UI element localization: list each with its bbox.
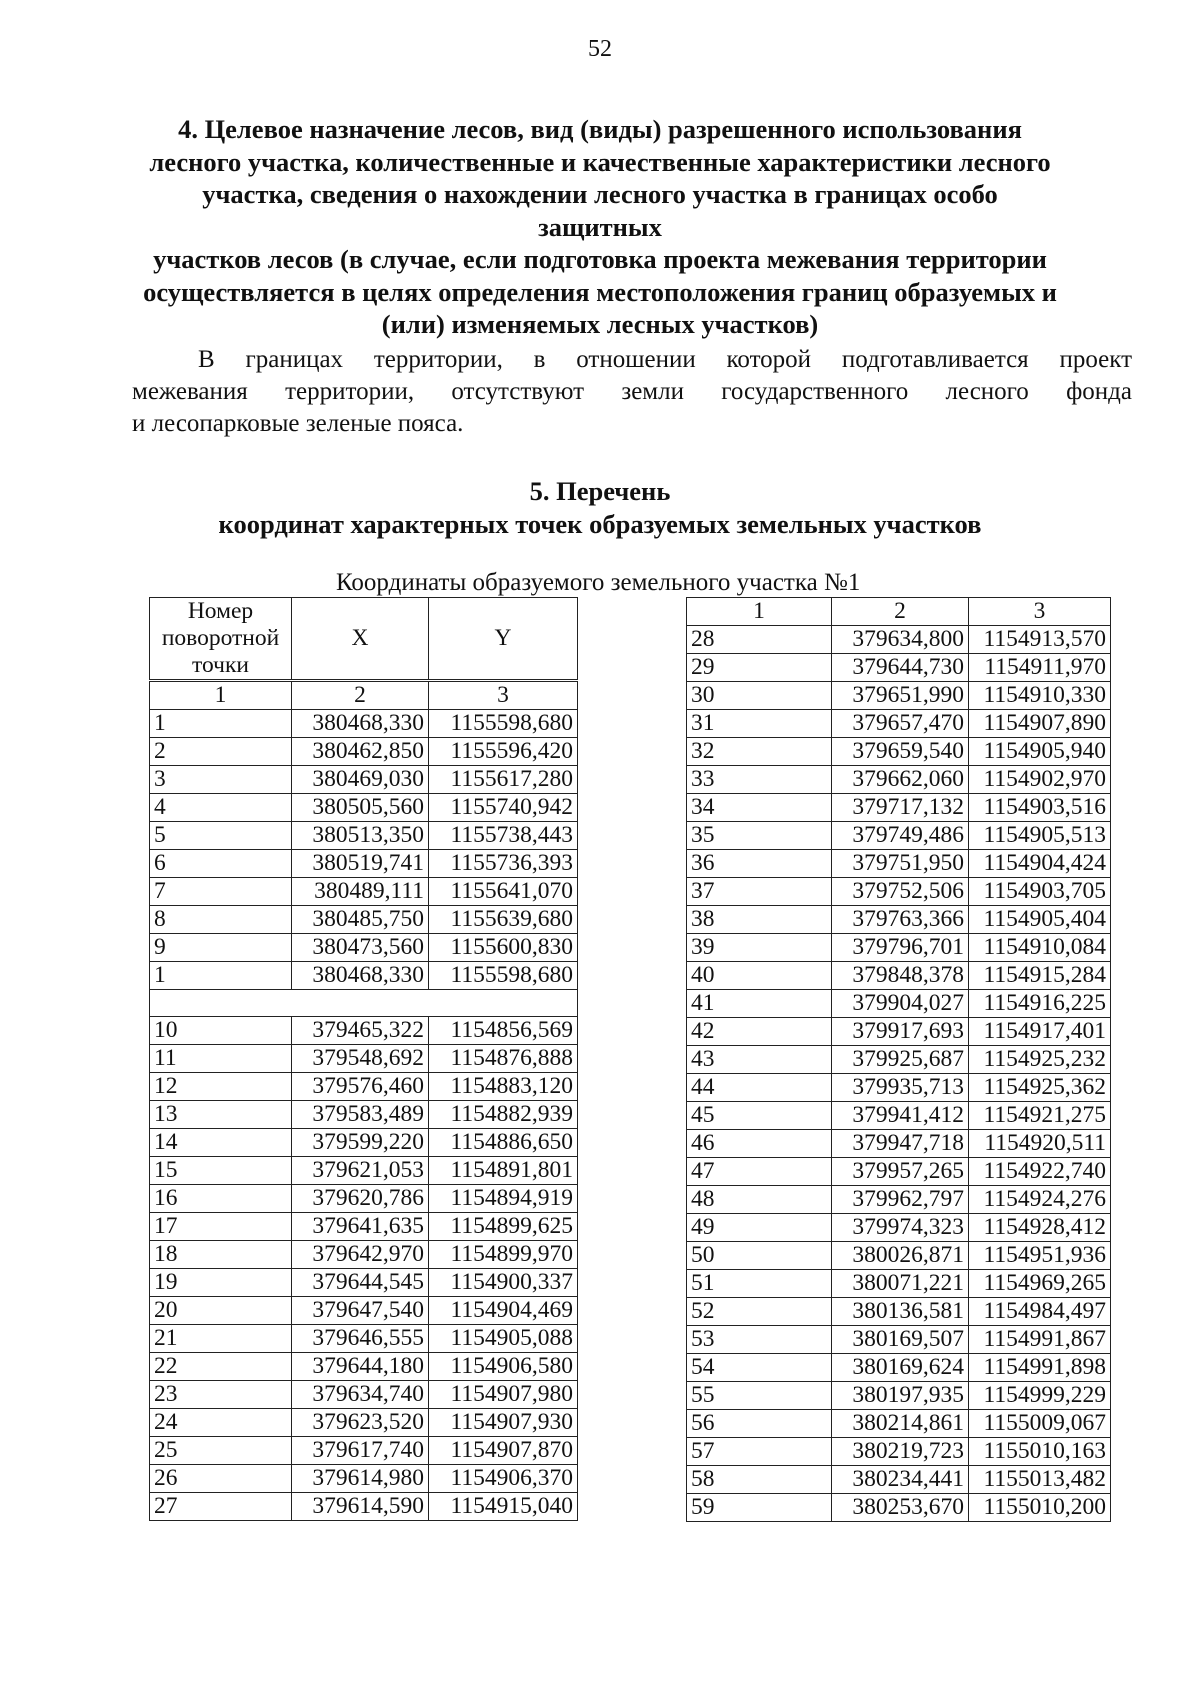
paragraph-line: межевания территории, отсутствуют земли государственного лесного фонда	[132, 378, 1132, 405]
y-coordinate-cell: 1154899,625	[429, 1213, 578, 1241]
section-4-title	[140, 113, 1060, 341]
point-number-cell: 39	[687, 934, 832, 962]
point-number-cell: 45	[687, 1102, 832, 1130]
table-row	[150, 1045, 578, 1073]
y-coordinate-cell: 1154922,740	[969, 1158, 1111, 1186]
point-number-cell: 20	[150, 1297, 292, 1325]
coordinates-table-left	[149, 597, 578, 1521]
x-coordinate-cell: 379717,132	[832, 794, 969, 822]
table-row	[150, 738, 578, 766]
table-row	[687, 794, 1111, 822]
point-number-cell: 9	[150, 934, 292, 962]
x-coordinate-cell: 380253,670	[832, 1494, 969, 1522]
table-row	[687, 1438, 1111, 1466]
y-coordinate-cell: 1155740,942	[429, 794, 578, 822]
x-coordinate-cell: 379763,366	[832, 906, 969, 934]
x-coordinate-cell: 379634,800	[832, 626, 969, 654]
x-coordinate-cell: 379617,740	[292, 1437, 429, 1465]
y-coordinate-cell: 1155009,067	[969, 1410, 1111, 1438]
table-row	[687, 682, 1111, 710]
table-row	[687, 990, 1111, 1018]
table-row	[687, 654, 1111, 682]
table-row	[150, 1101, 578, 1129]
column-number-row	[687, 598, 1111, 626]
section-5-title	[140, 475, 1060, 540]
x-coordinate-cell: 380169,507	[832, 1326, 969, 1354]
table-row	[687, 738, 1111, 766]
x-coordinate-cell: 380468,330	[292, 962, 429, 990]
point-number-cell: 14	[150, 1129, 292, 1157]
x-coordinate-cell: 380485,750	[292, 906, 429, 934]
y-coordinate-cell: 1154969,265	[969, 1270, 1111, 1298]
x-coordinate-cell: 380169,624	[832, 1354, 969, 1382]
x-coordinate-cell: 380489,111	[292, 878, 429, 906]
x-coordinate-cell: 379751,950	[832, 850, 969, 878]
y-coordinate-cell: 1155641,070	[429, 878, 578, 906]
table-row	[687, 1298, 1111, 1326]
section-4-title-line: участков лесов (в случае, если подготовка проекта межевания территории	[153, 244, 1047, 274]
y-coordinate-cell: 1155010,200	[969, 1494, 1111, 1522]
y-coordinate-cell: 1154920,511	[969, 1130, 1111, 1158]
y-coordinate-cell: 1154876,888	[429, 1045, 578, 1073]
x-coordinate-cell: 379614,590	[292, 1493, 429, 1521]
point-number-cell: 5	[150, 822, 292, 850]
point-number-cell: 46	[687, 1130, 832, 1158]
x-coordinate-cell: 379947,718	[832, 1130, 969, 1158]
x-coordinate-cell: 379935,713	[832, 1074, 969, 1102]
y-coordinate-cell: 1154905,088	[429, 1325, 578, 1353]
point-number-cell: 19	[150, 1269, 292, 1297]
table-row	[687, 1102, 1111, 1130]
y-coordinate-cell: 1154910,084	[969, 934, 1111, 962]
paragraph-line: и лесопарковые зеленые пояса.	[132, 410, 464, 437]
point-number-cell: 43	[687, 1046, 832, 1074]
table-row	[687, 934, 1111, 962]
point-number-cell: 54	[687, 1354, 832, 1382]
column-number: 1	[150, 681, 292, 710]
x-coordinate-cell: 380513,350	[292, 822, 429, 850]
table-row	[687, 962, 1111, 990]
point-number-cell: 34	[687, 794, 832, 822]
point-number-cell: 6	[150, 850, 292, 878]
x-coordinate-cell: 379962,797	[832, 1186, 969, 1214]
point-number-cell: 31	[687, 710, 832, 738]
table-row	[150, 1213, 578, 1241]
point-number-cell: 50	[687, 1242, 832, 1270]
y-coordinate-cell: 1155639,680	[429, 906, 578, 934]
table-row	[687, 906, 1111, 934]
point-number-cell: 32	[687, 738, 832, 766]
x-coordinate-cell: 379642,970	[292, 1241, 429, 1269]
table-row	[150, 1437, 578, 1465]
y-coordinate-cell: 1154984,497	[969, 1298, 1111, 1326]
y-coordinate-cell: 1155598,680	[429, 710, 578, 738]
point-number-cell: 7	[150, 878, 292, 906]
table-row	[150, 990, 578, 1017]
y-coordinate-cell: 1154913,570	[969, 626, 1111, 654]
y-coordinate-cell: 1154991,867	[969, 1326, 1111, 1354]
y-coordinate-cell: 1155600,830	[429, 934, 578, 962]
section-4-title-line: осуществляется в целях определения местоположения границ образуемых и	[143, 276, 1057, 307]
point-number-cell: 33	[687, 766, 832, 794]
point-number-cell: 55	[687, 1382, 832, 1410]
point-number-cell: 29	[687, 654, 832, 682]
y-coordinate-cell: 1154907,870	[429, 1437, 578, 1465]
x-coordinate-cell: 380219,723	[832, 1438, 969, 1466]
table-row	[150, 850, 578, 878]
section-4-title-line: (или) изменяемых лесных участков)	[381, 309, 819, 339]
x-coordinate-cell: 379651,990	[832, 682, 969, 710]
table-row	[150, 906, 578, 934]
header-point-line: точки	[192, 652, 249, 678]
point-number-cell: 16	[150, 1185, 292, 1213]
x-coordinate-cell: 379796,701	[832, 934, 969, 962]
table-row	[150, 934, 578, 962]
x-coordinate-cell: 379644,180	[292, 1353, 429, 1381]
section-5-title-line: координат характерных точек образуемых земельных участков	[218, 508, 982, 539]
table-row	[150, 1241, 578, 1269]
x-coordinate-cell: 379917,693	[832, 1018, 969, 1046]
x-coordinate-cell: 379659,540	[832, 738, 969, 766]
table-row	[150, 766, 578, 794]
y-coordinate-cell: 1155738,443	[429, 822, 578, 850]
point-number-cell: 11	[150, 1045, 292, 1073]
x-coordinate-cell: 380468,330	[292, 710, 429, 738]
x-coordinate-cell: 379749,486	[832, 822, 969, 850]
section-5-title-line: 5. Перечень	[529, 476, 671, 506]
forest-land-paragraph	[132, 344, 1132, 440]
table-row	[687, 1410, 1111, 1438]
point-number-cell: 1	[150, 962, 292, 990]
y-coordinate-cell: 1155736,393	[429, 850, 578, 878]
point-number-cell: 37	[687, 878, 832, 906]
y-coordinate-cell: 1154917,401	[969, 1018, 1111, 1046]
point-number-cell: 22	[150, 1353, 292, 1381]
table-row	[150, 1465, 578, 1493]
header-point-line: поворотной	[161, 625, 280, 651]
x-coordinate-cell: 379941,412	[832, 1102, 969, 1130]
y-coordinate-cell: 1154883,120	[429, 1073, 578, 1101]
table-row	[150, 1353, 578, 1381]
x-coordinate-cell: 379848,378	[832, 962, 969, 990]
table-row	[150, 822, 578, 850]
table-row	[150, 1185, 578, 1213]
table-row	[687, 1382, 1111, 1410]
point-number-cell: 21	[150, 1325, 292, 1353]
y-coordinate-cell: 1155598,680	[429, 962, 578, 990]
y-coordinate-cell: 1154907,930	[429, 1409, 578, 1437]
point-number-cell: 58	[687, 1466, 832, 1494]
x-coordinate-cell: 379634,740	[292, 1381, 429, 1409]
x-coordinate-cell: 379657,470	[832, 710, 969, 738]
x-coordinate-cell: 379644,545	[292, 1269, 429, 1297]
point-number-cell: 59	[687, 1494, 832, 1522]
x-coordinate-cell: 380071,221	[832, 1270, 969, 1298]
x-coordinate-cell: 379644,730	[832, 654, 969, 682]
point-number-cell: 35	[687, 822, 832, 850]
table-row	[150, 1381, 578, 1409]
x-coordinate-cell: 379904,027	[832, 990, 969, 1018]
x-coordinate-cell: 379583,489	[292, 1101, 429, 1129]
y-coordinate-cell: 1154904,469	[429, 1297, 578, 1325]
table-row	[687, 878, 1111, 906]
table-row	[687, 1494, 1111, 1522]
x-coordinate-cell: 379646,555	[292, 1325, 429, 1353]
point-number-cell: 30	[687, 682, 832, 710]
paragraph-line: В границах территории, в отношении которой подготавливается проект	[198, 346, 1132, 373]
point-number-cell: 28	[687, 626, 832, 654]
y-coordinate-cell: 1154891,801	[429, 1157, 578, 1185]
x-coordinate-cell: 379662,060	[832, 766, 969, 794]
header-y: Y	[429, 598, 578, 681]
point-number-cell: 4	[150, 794, 292, 822]
y-coordinate-cell: 1154907,890	[969, 710, 1111, 738]
y-coordinate-cell: 1154903,516	[969, 794, 1111, 822]
point-number-cell: 1	[150, 710, 292, 738]
point-number-cell: 53	[687, 1326, 832, 1354]
table-row	[150, 1157, 578, 1185]
header-x: X	[292, 598, 429, 681]
x-coordinate-cell: 379599,220	[292, 1129, 429, 1157]
x-coordinate-cell: 380519,741	[292, 850, 429, 878]
point-number-cell: 17	[150, 1213, 292, 1241]
x-coordinate-cell: 379974,323	[832, 1214, 969, 1242]
table-row	[150, 794, 578, 822]
column-number: 2	[292, 681, 429, 710]
point-number-cell: 13	[150, 1101, 292, 1129]
column-number: 3	[969, 598, 1111, 626]
table-row	[687, 1214, 1111, 1242]
y-coordinate-cell: 1154921,275	[969, 1102, 1111, 1130]
point-number-cell: 49	[687, 1214, 832, 1242]
point-number-cell: 40	[687, 962, 832, 990]
table-row	[150, 1325, 578, 1353]
y-coordinate-cell: 1154882,939	[429, 1101, 578, 1129]
x-coordinate-cell: 380234,441	[832, 1466, 969, 1494]
table-row	[687, 626, 1111, 654]
y-coordinate-cell: 1154916,225	[969, 990, 1111, 1018]
table-header-row	[150, 598, 578, 681]
section-4-title-line: участка, сведения о нахождении лесного участка в границах особо защитных	[202, 179, 998, 242]
point-number-cell: 47	[687, 1158, 832, 1186]
x-coordinate-cell: 379752,506	[832, 878, 969, 906]
x-coordinate-cell: 379465,322	[292, 1017, 429, 1045]
point-number-cell: 18	[150, 1241, 292, 1269]
empty-separator-cell	[150, 990, 578, 1017]
y-coordinate-cell: 1154915,284	[969, 962, 1111, 990]
point-number-cell: 36	[687, 850, 832, 878]
x-coordinate-cell: 379621,053	[292, 1157, 429, 1185]
y-coordinate-cell: 1154905,513	[969, 822, 1111, 850]
table-row	[150, 1269, 578, 1297]
column-number: 1	[687, 598, 832, 626]
point-number-cell: 42	[687, 1018, 832, 1046]
table-row	[150, 1129, 578, 1157]
y-coordinate-cell: 1154902,970	[969, 766, 1111, 794]
table-row	[150, 878, 578, 906]
y-coordinate-cell: 1154928,412	[969, 1214, 1111, 1242]
y-coordinate-cell: 1154907,980	[429, 1381, 578, 1409]
x-coordinate-cell: 379548,692	[292, 1045, 429, 1073]
table-row	[687, 1466, 1111, 1494]
table-row	[687, 1018, 1111, 1046]
table-row	[687, 1130, 1111, 1158]
y-coordinate-cell: 1155010,163	[969, 1438, 1111, 1466]
table-row	[150, 1493, 578, 1521]
point-number-cell: 38	[687, 906, 832, 934]
x-coordinate-cell: 379614,980	[292, 1465, 429, 1493]
point-number-cell: 3	[150, 766, 292, 794]
y-coordinate-cell: 1154899,970	[429, 1241, 578, 1269]
table-caption: Координаты образуемого земельного участка №1	[336, 569, 861, 596]
y-coordinate-cell: 1155617,280	[429, 766, 578, 794]
column-number-row	[150, 681, 578, 710]
table-row	[687, 850, 1111, 878]
y-coordinate-cell: 1155596,420	[429, 738, 578, 766]
y-coordinate-cell: 1154903,705	[969, 878, 1111, 906]
header-point-number	[150, 598, 292, 681]
point-number-cell: 26	[150, 1465, 292, 1493]
section-4-title-line: лесного участка, количественные и качественные характеристики лесного	[149, 146, 1051, 177]
y-coordinate-cell: 1154894,919	[429, 1185, 578, 1213]
point-number-cell: 23	[150, 1381, 292, 1409]
x-coordinate-cell: 380214,861	[832, 1410, 969, 1438]
y-coordinate-cell: 1154991,898	[969, 1354, 1111, 1382]
y-coordinate-cell: 1154906,370	[429, 1465, 578, 1493]
table-row	[687, 1242, 1111, 1270]
point-number-cell: 44	[687, 1074, 832, 1102]
table-row	[687, 1270, 1111, 1298]
x-coordinate-cell: 380026,871	[832, 1242, 969, 1270]
table-row	[150, 1409, 578, 1437]
point-number-cell: 12	[150, 1073, 292, 1101]
table-row	[687, 1046, 1111, 1074]
table-row	[150, 1017, 578, 1045]
y-coordinate-cell: 1154904,424	[969, 850, 1111, 878]
point-number-cell: 48	[687, 1186, 832, 1214]
page-number: 52	[588, 36, 612, 62]
point-number-cell: 24	[150, 1409, 292, 1437]
table-row	[150, 710, 578, 738]
x-coordinate-cell: 379925,687	[832, 1046, 969, 1074]
table-row	[687, 1158, 1111, 1186]
y-coordinate-cell: 1154999,229	[969, 1382, 1111, 1410]
y-coordinate-cell: 1154905,404	[969, 906, 1111, 934]
y-coordinate-cell: 1154905,940	[969, 738, 1111, 766]
x-coordinate-cell: 380197,935	[832, 1382, 969, 1410]
y-coordinate-cell: 1154856,569	[429, 1017, 578, 1045]
y-coordinate-cell: 1154915,040	[429, 1493, 578, 1521]
table-row	[150, 962, 578, 990]
y-coordinate-cell: 1154951,936	[969, 1242, 1111, 1270]
point-number-cell: 25	[150, 1437, 292, 1465]
y-coordinate-cell: 1154906,580	[429, 1353, 578, 1381]
table-row	[687, 1186, 1111, 1214]
column-number: 3	[429, 681, 578, 710]
x-coordinate-cell: 379641,635	[292, 1213, 429, 1241]
x-coordinate-cell: 380505,560	[292, 794, 429, 822]
point-number-cell: 56	[687, 1410, 832, 1438]
y-coordinate-cell: 1154900,337	[429, 1269, 578, 1297]
table-row	[687, 822, 1111, 850]
y-coordinate-cell: 1154910,330	[969, 682, 1111, 710]
y-coordinate-cell: 1155013,482	[969, 1466, 1111, 1494]
x-coordinate-cell: 379576,460	[292, 1073, 429, 1101]
x-coordinate-cell: 380473,560	[292, 934, 429, 962]
table-row	[687, 710, 1111, 738]
y-coordinate-cell: 1154925,232	[969, 1046, 1111, 1074]
coordinates-table-right	[686, 597, 1111, 1522]
table-row	[687, 1074, 1111, 1102]
point-number-cell: 2	[150, 738, 292, 766]
x-coordinate-cell: 379957,265	[832, 1158, 969, 1186]
table-row	[687, 766, 1111, 794]
x-coordinate-cell: 380469,030	[292, 766, 429, 794]
x-coordinate-cell: 379647,540	[292, 1297, 429, 1325]
table-row	[150, 1297, 578, 1325]
section-4-title-line: 4. Целевое назначение лесов, вид (виды) разрешенного использования	[178, 114, 1022, 144]
point-number-cell: 10	[150, 1017, 292, 1045]
x-coordinate-cell: 380136,581	[832, 1298, 969, 1326]
point-number-cell: 15	[150, 1157, 292, 1185]
column-number: 2	[832, 598, 969, 626]
point-number-cell: 41	[687, 990, 832, 1018]
y-coordinate-cell: 1154911,970	[969, 654, 1111, 682]
point-number-cell: 8	[150, 906, 292, 934]
point-number-cell: 51	[687, 1270, 832, 1298]
x-coordinate-cell: 380462,850	[292, 738, 429, 766]
table-row	[687, 1326, 1111, 1354]
table-row	[687, 1354, 1111, 1382]
x-coordinate-cell: 379623,520	[292, 1409, 429, 1437]
x-coordinate-cell: 379620,786	[292, 1185, 429, 1213]
y-coordinate-cell: 1154924,276	[969, 1186, 1111, 1214]
y-coordinate-cell: 1154886,650	[429, 1129, 578, 1157]
point-number-cell: 52	[687, 1298, 832, 1326]
header-point-line: Номер	[187, 598, 254, 624]
table-row	[150, 1073, 578, 1101]
point-number-cell: 27	[150, 1493, 292, 1521]
y-coordinate-cell: 1154925,362	[969, 1074, 1111, 1102]
point-number-cell: 57	[687, 1438, 832, 1466]
